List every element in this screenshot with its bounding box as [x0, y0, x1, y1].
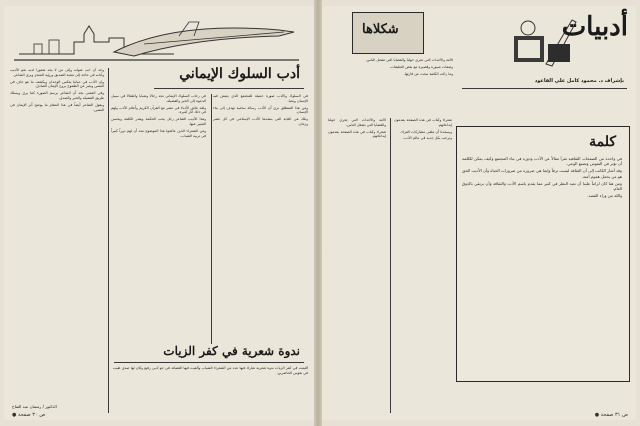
paragraph: ونرحب بكل جديد في عالم الأدب. — [402, 136, 452, 141]
side-column — [394, 118, 452, 413]
section-badge-label: شكلاها — [362, 22, 399, 37]
header-rule — [462, 88, 627, 89]
article-title: أدب السلوك الإيماني — [179, 66, 300, 82]
page-footer: ● ص ٣٠ صفحة — [12, 412, 46, 418]
paragraph: وصفات صبورة وقصيرة مع بعض التعليقات. — [389, 64, 453, 69]
event-text — [113, 366, 308, 411]
article-column-3 — [213, 94, 308, 212]
article-column-2 — [111, 94, 206, 324]
intro-text — [328, 58, 453, 116]
paragraph: الأمة والأحداث التي تجري حولنا والقضايا التي تشغل الناس. — [328, 118, 386, 127]
column-divider — [390, 118, 391, 413]
paragraph: وإن الأدب في حياتنا يعكس الوجدان ويكشف ما هو خاف في النفس ويعبر عن الطموح بروح الإيمان الصادق. — [10, 79, 104, 89]
paragraph: في السلوك والأدب صورة جميلة للمجتمع الذي يعيش فيه الإنسان ويحيا. — [213, 94, 308, 103]
paragraph: ويقول الشاعر أيضاً في هذا المقام ما يوضح أثر الإيمان في النفس. — [10, 102, 104, 112]
paragraph: ومن هذا المنطلق نرى أن الأدب رسالة سامية تهدف إلى بناء الإنسان. — [213, 105, 308, 115]
page-gutter — [314, 0, 322, 426]
page-title: أدبيات — [561, 12, 628, 42]
column-divider — [108, 68, 109, 413]
paragraph: في واحدة من الصفحات الثقافية تقرأ مقالاً عن الأدب ودوره في بناء المجتمع وكيف يمكن للكلمة أن تؤثر في النفوس وتصنع الوعي. — [462, 156, 622, 167]
paragraph: وجد أن حب عنوانه وإلى من لا يجد شعوراً لديه نحو الأديب وآدابه في حاجة إلى محبة الصديق ورؤية المنجز ويرى الشاعر. — [10, 68, 104, 77]
editorial-text — [462, 156, 622, 374]
editorial-title: كلمة — [589, 134, 616, 150]
paragraph: شعراء وكتاب في هذه الصفحة يقدمون إبداعاتهم. — [328, 129, 386, 139]
paragraph: ويسعدنا أن نتلقى مشاركات القراء. — [400, 129, 452, 134]
paragraph: ومن هنا كان لزاماً علينا أن نعيد النظر في كثير مما يقدم باسم الأدب والثقافة وأن نرتقي بالذوق العام. — [462, 180, 622, 192]
paragraph: ومن الشعراء الذين عالجوا هذا الموضوع نجد أن لهم دوراً كبيراً في تربية الشباب. — [111, 128, 206, 138]
side-column-2 — [328, 118, 386, 413]
paragraph: شعراء وكتاب في هذه الصفحة يقدمون إبداعاتهم. — [394, 118, 452, 127]
paragraph: وهذا الأديب الشاعر رجل يحب الحكمة ويقدر الكلمة ويحسن التعبير عنها. — [111, 117, 206, 126]
event-rule — [114, 362, 304, 363]
paragraph: وتلك هي الغاية التي ينشدها الأدب الإسلامي في كل عصر وزمان. — [213, 117, 308, 126]
left-page — [4, 6, 314, 420]
paragraph: في رحاب السلوك الإيماني نجد رجالاً وشباباً وأطفالاً في سبيل الدعوة إلى الخير والفضيلة. — [111, 94, 206, 103]
right-page — [322, 6, 636, 420]
paragraph: أقيمت في كفر الزيات ندوة شعرية شارك فيها عدد من الشعراء الشباب وألقيت فيها القصائد في جو أدبي رفيع وكان لها صدى طيب في نفوس الحاضرين. — [113, 366, 308, 375]
article-column-1 — [10, 68, 104, 413]
paragraph: وما زالت الكلمة تبحث عن قارئها. — [403, 71, 453, 76]
paragraph: وقد أشار الكاتب إلى أن الثقافة ليست ترفاً وإنما هي ضرورة من ضرورات الحياة وأن الأديب الحق هو من يحمل هموم أمته. — [462, 168, 622, 179]
title-rule — [154, 88, 304, 89]
cityscape-illustration — [14, 16, 299, 64]
event-title: ندوة شعرية في كفر الزيات — [163, 344, 300, 358]
byline: الدكتور / رمضان عبد الفتاح — [12, 404, 57, 409]
column-divider — [211, 94, 212, 344]
page-footer: ● ص ٣١ صفحة — [594, 412, 628, 418]
paragraph: ولقد عاش الأدباء في مصر مع القرآن الكريم وأعلام الأدب ولهم في ذلك آثار كثيرة. — [111, 105, 206, 115]
paragraph: والله من وراء القصد. — [587, 193, 622, 199]
supervisor-line: بإشراف د. محمود كامل علي القاعود — [534, 78, 624, 84]
paragraph: الأمة والأحداث التي تجري حولنا والقضايا التي تشغل الناس. — [365, 58, 453, 62]
paragraph: وفي المعنى نجد أن الشاعر يرسم الصورة كما يرى ويسلك طريق الفضيلة والخير والصدق. — [10, 91, 104, 100]
